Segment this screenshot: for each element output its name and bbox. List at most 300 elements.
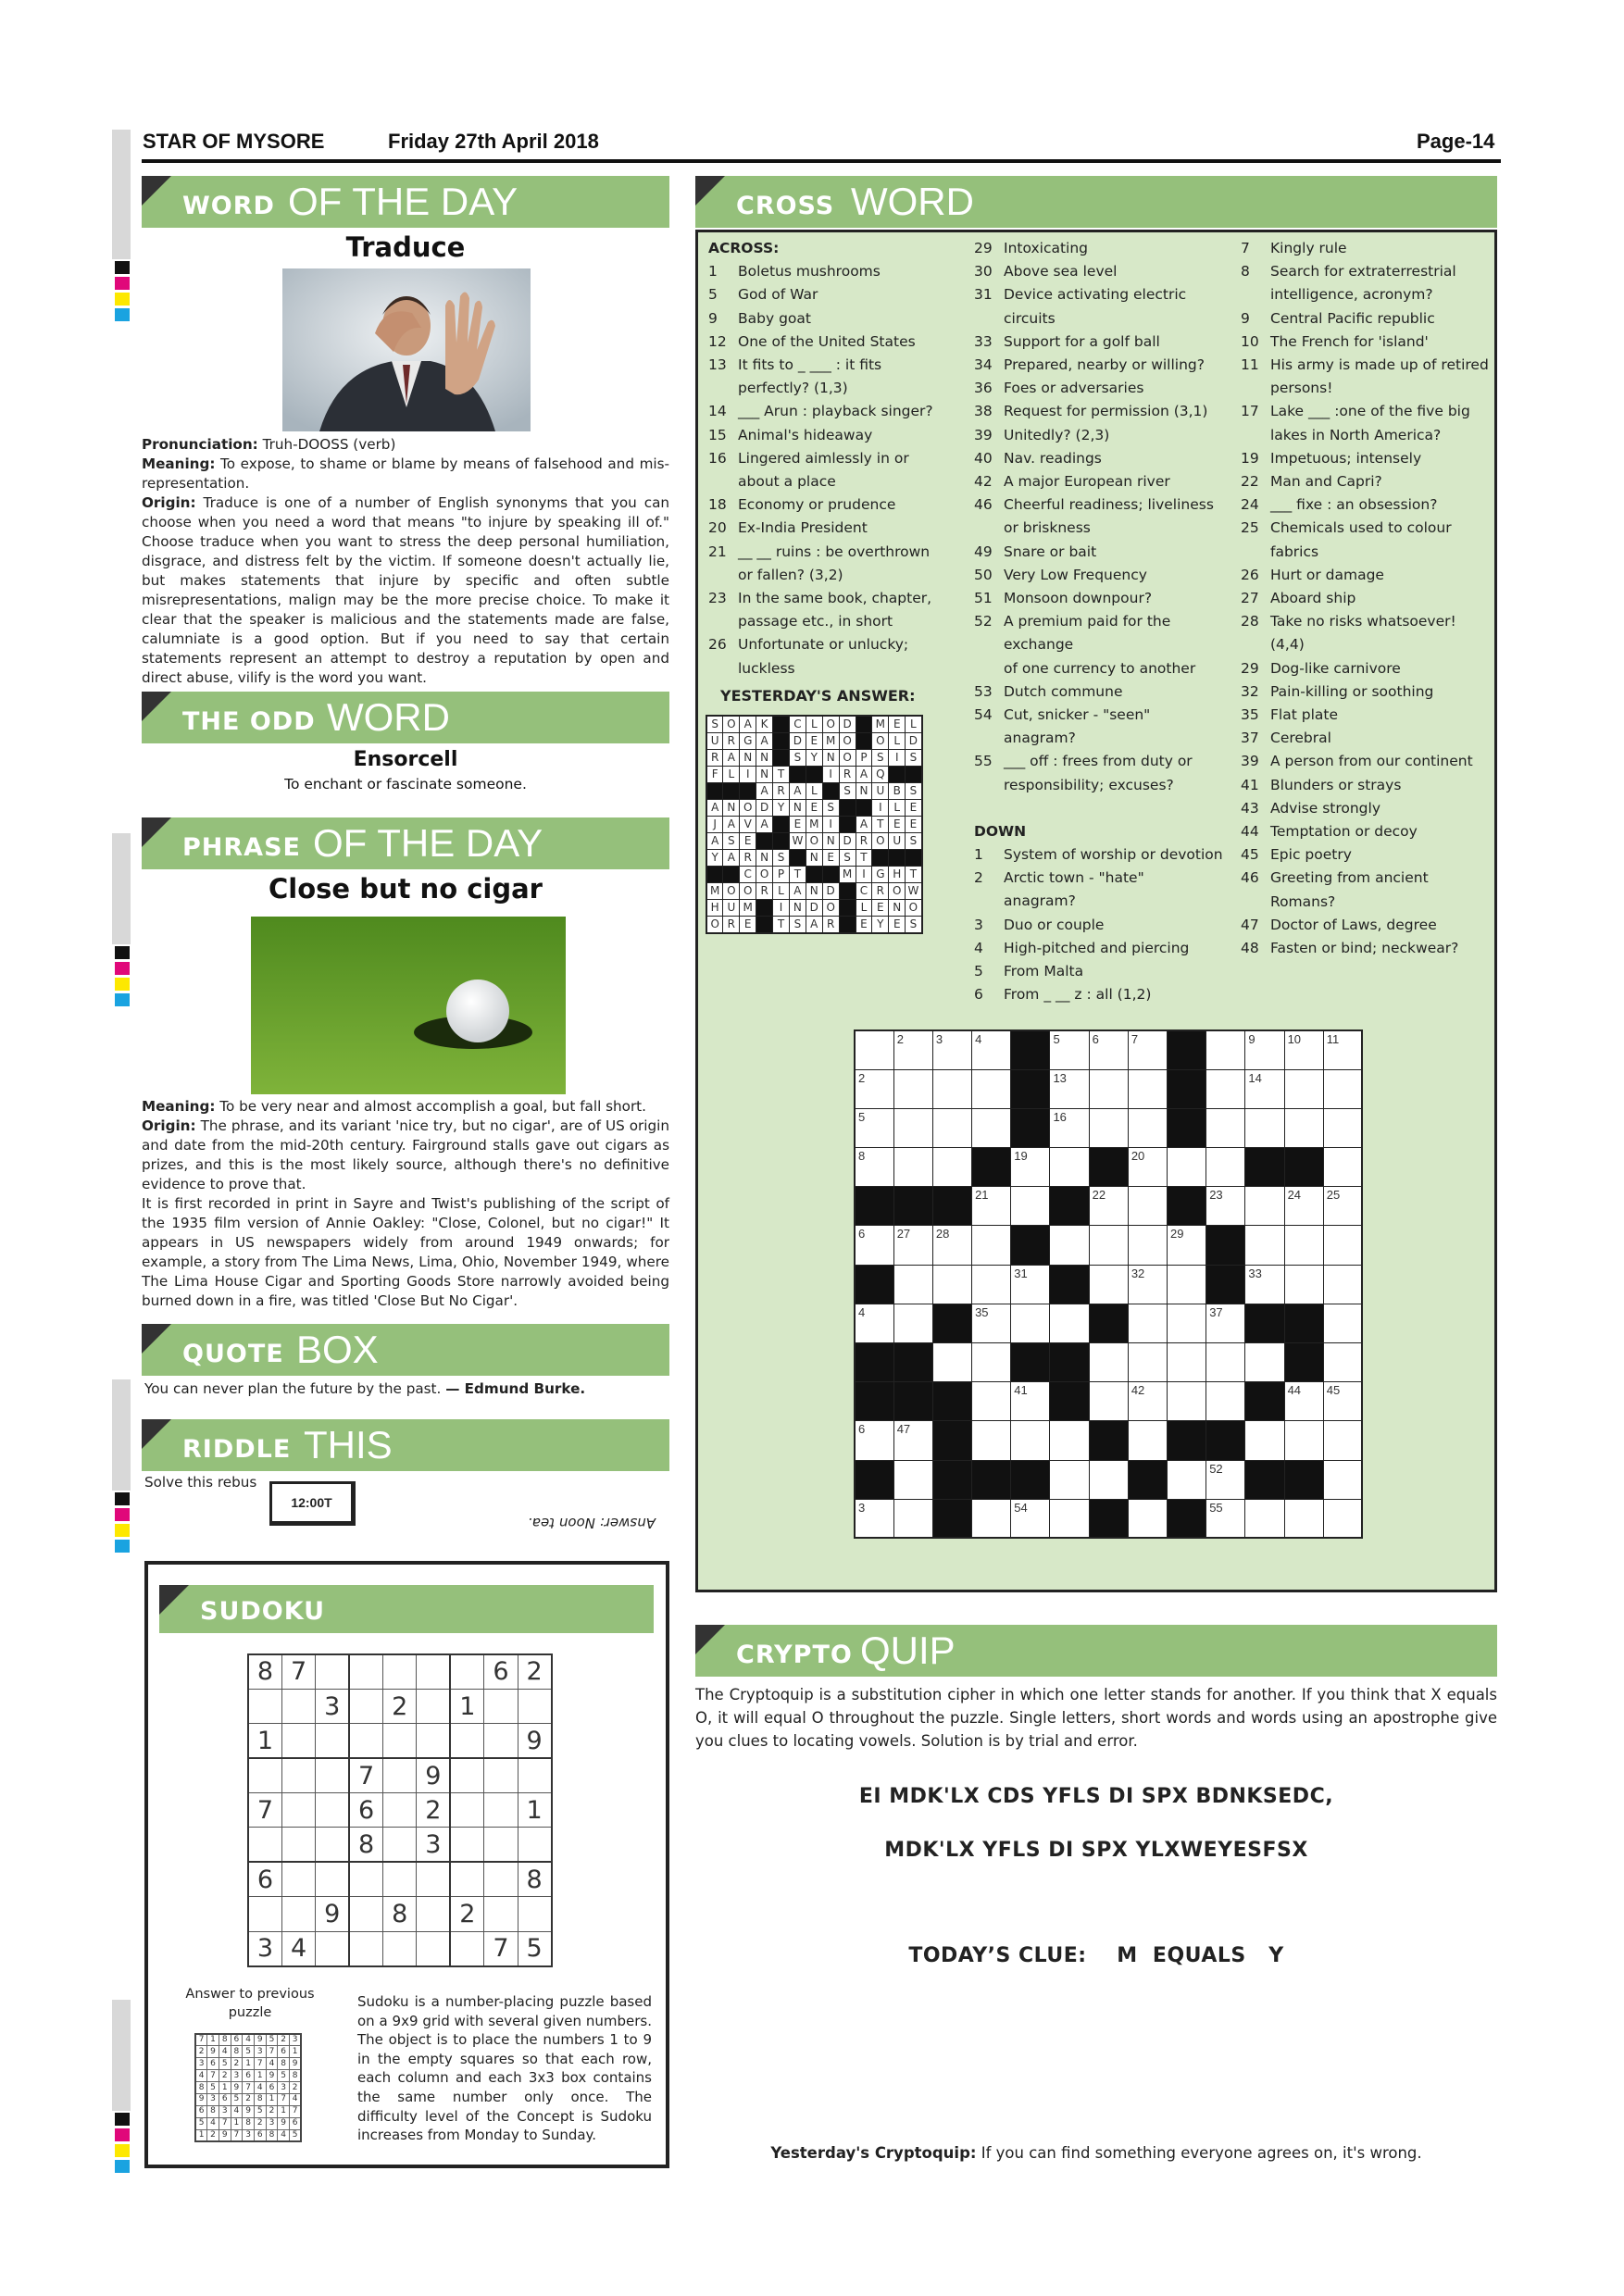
sudoku-cell[interactable] — [383, 1828, 417, 1862]
crossword-cell[interactable] — [1323, 1499, 1362, 1538]
crossword-cell[interactable] — [972, 1187, 1011, 1226]
crossword-cell[interactable] — [1284, 1382, 1323, 1421]
answer-cell: S — [723, 833, 740, 850]
sudoku-cell[interactable]: 1 — [248, 1724, 281, 1758]
crossword-cell[interactable] — [1206, 1030, 1245, 1069]
clue-text: luckless — [738, 659, 795, 677]
crossword-cell[interactable] — [1284, 1108, 1323, 1147]
crossword-cell[interactable] — [932, 1265, 971, 1304]
answer-cell: P — [856, 750, 872, 767]
crossword-cell[interactable] — [1089, 1265, 1128, 1304]
sudoku-cell[interactable]: 2 — [450, 1897, 483, 1931]
prev-sudoku-cell: 8 — [243, 2117, 255, 2129]
crossword-cell[interactable] — [1245, 1343, 1284, 1382]
sudoku-cell[interactable] — [316, 1828, 349, 1862]
prev-sudoku-cell: 7 — [207, 2070, 219, 2082]
sudoku-cell[interactable] — [281, 1862, 315, 1896]
sudoku-cell[interactable] — [248, 1689, 281, 1723]
crossword-cell[interactable] — [972, 1421, 1011, 1460]
crossword-cell[interactable] — [855, 1148, 893, 1187]
crossword-cell[interactable] — [1323, 1460, 1362, 1499]
crossword-cell[interactable] — [855, 1108, 893, 1147]
crossword-cell[interactable] — [855, 1030, 893, 1069]
crossword-cell[interactable] — [1206, 1069, 1245, 1108]
crossword-cell[interactable] — [1206, 1187, 1245, 1226]
sudoku-cell[interactable]: 3 — [417, 1828, 450, 1862]
sudoku-cell[interactable] — [450, 1724, 483, 1758]
sudoku-cell[interactable] — [450, 1758, 483, 1792]
clue-item — [1241, 260, 1495, 283]
crossword-cell[interactable] — [1284, 1499, 1323, 1538]
sudoku-cell[interactable] — [484, 1758, 518, 1792]
crossword-cell[interactable] — [893, 1030, 932, 1069]
crossword-cell[interactable] — [1089, 1069, 1128, 1108]
crossword-cell[interactable] — [893, 1069, 932, 1108]
crossword-cell[interactable] — [972, 1499, 1011, 1538]
sudoku-cell[interactable]: 9 — [518, 1724, 551, 1758]
crossword-cell[interactable] — [1128, 1226, 1167, 1265]
prev-sudoku-cell: 3 — [266, 2117, 278, 2129]
crossword-cell[interactable] — [1011, 1421, 1050, 1460]
answer-cell: I — [856, 867, 872, 883]
prev-sudoku-cell: 8 — [254, 2093, 266, 2105]
crossword-cell[interactable] — [932, 1343, 971, 1382]
clue-text: Cut, snicker - "seen" anagram? — [1004, 706, 1151, 747]
sudoku-cell[interactable] — [316, 1862, 349, 1896]
cell-number: 9 — [1248, 1032, 1255, 1046]
prev-sudoku-cell: 1 — [254, 2070, 266, 2082]
sudoku-cell[interactable] — [450, 1654, 483, 1689]
clue-item — [1241, 331, 1495, 354]
answer-cell: A — [740, 716, 756, 733]
crossword-cell[interactable] — [1206, 1304, 1245, 1342]
sudoku-cell[interactable]: 8 — [349, 1828, 382, 1862]
clue-number: 36 — [974, 380, 993, 397]
crossword-cell[interactable] — [855, 1304, 893, 1342]
across-label: ACROSS: — [708, 240, 780, 256]
cell-number: 5 — [1053, 1032, 1060, 1046]
crossword-cell[interactable] — [1011, 1382, 1050, 1421]
crossword-cell[interactable] — [1050, 1226, 1089, 1265]
sudoku-cell[interactable] — [383, 1758, 417, 1792]
sudoku-cell[interactable]: 1 — [518, 1793, 551, 1828]
crossword-cell[interactable] — [1245, 1226, 1284, 1265]
pronunciation-label: Pronunciation: — [142, 436, 258, 453]
crossword-cell[interactable] — [1284, 1069, 1323, 1108]
crossword-cell[interactable] — [1284, 1187, 1323, 1226]
cell-number: 14 — [1248, 1070, 1262, 1085]
crossword-cell[interactable] — [1206, 1460, 1245, 1499]
crossword-cell[interactable] — [1011, 1265, 1050, 1304]
sudoku-cell[interactable]: 8 — [248, 1654, 281, 1689]
clue-number: 55 — [974, 753, 993, 770]
clue-text: Ex-India President — [738, 519, 868, 537]
crossword-cell[interactable] — [1011, 1148, 1050, 1187]
sudoku-cell[interactable] — [450, 1793, 483, 1828]
clue-item — [974, 867, 1224, 890]
sudoku-cell[interactable] — [316, 1724, 349, 1758]
crossword-cell[interactable] — [1323, 1304, 1362, 1342]
sudoku-cell[interactable]: 8 — [518, 1862, 551, 1896]
crossword-cell[interactable] — [1284, 1226, 1323, 1265]
crossword-cell[interactable] — [893, 1421, 932, 1460]
prev-sudoku-cell: 5 — [254, 2105, 266, 2117]
crossword-cell[interactable] — [1050, 1108, 1089, 1147]
crossword-cell[interactable] — [1128, 1030, 1167, 1069]
banner-small-text: SUDOKU — [200, 1597, 326, 1626]
crossword-cell[interactable] — [1206, 1499, 1245, 1538]
sudoku-cell[interactable] — [417, 1862, 450, 1896]
crossword-cell[interactable] — [1089, 1030, 1128, 1069]
sudoku-cell[interactable] — [383, 1654, 417, 1689]
sudoku-cell[interactable] — [417, 1931, 450, 1965]
crossword-cell[interactable] — [1128, 1187, 1167, 1226]
sudoku-cell[interactable]: 7 — [484, 1931, 518, 1965]
sudoku-cell[interactable]: 5 — [518, 1931, 551, 1965]
sudoku-cell[interactable] — [450, 1828, 483, 1862]
crossword-cell[interactable] — [1050, 1421, 1089, 1460]
crossword-cell[interactable] — [1323, 1108, 1362, 1147]
clue-text: Dutch commune — [1004, 682, 1123, 700]
crossword-cell[interactable] — [1168, 1382, 1206, 1421]
crossword-cell[interactable] — [1168, 1343, 1206, 1382]
crossword-cell[interactable] — [972, 1343, 1011, 1382]
crossword-cell[interactable] — [1323, 1382, 1362, 1421]
sudoku-cell[interactable] — [316, 1931, 349, 1965]
crossword-cell[interactable] — [893, 1304, 932, 1342]
crossword-cell[interactable] — [932, 1108, 971, 1147]
sudoku-cell[interactable]: 2 — [417, 1793, 450, 1828]
sudoku-cell[interactable] — [383, 1724, 417, 1758]
crossword-cell[interactable] — [893, 1460, 932, 1499]
black-cell — [1206, 1226, 1245, 1265]
sudoku-cell[interactable] — [417, 1689, 450, 1723]
crossword-cell[interactable] — [1050, 1499, 1089, 1538]
cell-number: 6 — [1092, 1032, 1099, 1046]
prev-sudoku-cell: 7 — [278, 2093, 290, 2105]
sudoku-cell[interactable] — [349, 1724, 382, 1758]
sudoku-cell[interactable]: 9 — [417, 1758, 450, 1792]
crossword-cell[interactable] — [1050, 1304, 1089, 1342]
sudoku-cell[interactable]: 6 — [484, 1654, 518, 1689]
black-cell — [1206, 1265, 1245, 1304]
answer-cell: O — [806, 833, 822, 850]
cell-number: 19 — [1014, 1149, 1028, 1164]
sudoku-cell[interactable] — [281, 1897, 315, 1931]
black-cell — [932, 1460, 971, 1499]
crossword-cell[interactable] — [893, 1148, 932, 1187]
clue-number: 17 — [1241, 403, 1259, 420]
crossword-cell[interactable] — [1011, 1499, 1050, 1538]
sudoku-cell[interactable]: 3 — [248, 1931, 281, 1965]
sudoku-cell[interactable] — [349, 1689, 382, 1723]
clue-text: Nav. readings — [1004, 449, 1102, 467]
crossword-cell[interactable] — [1050, 1030, 1089, 1069]
sudoku-cell[interactable] — [484, 1897, 518, 1931]
black-cell — [1245, 1382, 1284, 1421]
black-cell — [972, 1148, 1011, 1187]
sudoku-cell[interactable]: 1 — [450, 1689, 483, 1723]
crossword-cell[interactable] — [972, 1304, 1011, 1342]
crossword-cell[interactable] — [1128, 1304, 1167, 1342]
crossword-cell[interactable] — [893, 1265, 932, 1304]
rebus-box — [269, 1481, 356, 1526]
sudoku-cell[interactable] — [484, 1828, 518, 1862]
crossword-cell[interactable] — [1284, 1030, 1323, 1069]
crossword-cell[interactable] — [972, 1382, 1011, 1421]
crossword-cell[interactable] — [972, 1069, 1011, 1108]
paper-name: STAR OF MYSORE — [143, 130, 325, 153]
clue-number: 20 — [708, 519, 727, 537]
answer-cell: N — [822, 833, 839, 850]
answer-cell: Y — [872, 917, 889, 934]
crossword-cell[interactable] — [855, 1226, 893, 1265]
crossword-cell[interactable] — [1284, 1421, 1323, 1460]
crossword-cell[interactable] — [1323, 1069, 1362, 1108]
crossword-cell[interactable] — [1168, 1304, 1206, 1342]
answer-cell: A — [756, 783, 773, 800]
sudoku-cell[interactable] — [484, 1724, 518, 1758]
sudoku-cell[interactable] — [450, 1862, 483, 1896]
crossword-cell[interactable] — [972, 1030, 1011, 1069]
answer-cell: I — [822, 767, 839, 783]
sudoku-cell[interactable] — [484, 1862, 518, 1896]
crossword-cell[interactable] — [1245, 1187, 1284, 1226]
crossword-cell[interactable] — [1323, 1265, 1362, 1304]
sudoku-cell[interactable] — [316, 1793, 349, 1828]
clue-item — [1241, 704, 1495, 727]
sudoku-cell[interactable] — [417, 1897, 450, 1931]
crossword-cell[interactable] — [972, 1226, 1011, 1265]
clue-text: lakes in North America? — [1270, 426, 1442, 443]
crossword-cell[interactable] — [932, 1069, 971, 1108]
answer-cell: N — [756, 750, 773, 767]
sudoku-cell[interactable] — [281, 1689, 315, 1723]
clue-text: Greeting from ancient — [1270, 869, 1429, 887]
crossword-cell[interactable] — [972, 1108, 1011, 1147]
black-cell — [893, 1187, 932, 1226]
answer-cell: R — [822, 917, 839, 934]
black-cell — [972, 1460, 1011, 1499]
crossword-cell[interactable] — [1323, 1421, 1362, 1460]
crossword-cell[interactable] — [1050, 1148, 1089, 1187]
clue-item — [1241, 307, 1495, 331]
crossword-cell[interactable] — [1206, 1108, 1245, 1147]
sudoku-cell[interactable] — [518, 1897, 551, 1931]
sudoku-cell[interactable]: 6 — [349, 1793, 382, 1828]
sudoku-cell[interactable] — [484, 1689, 518, 1723]
sudoku-cell[interactable] — [518, 1758, 551, 1792]
sudoku-cell[interactable] — [349, 1897, 382, 1931]
crossword-cell[interactable] — [1323, 1030, 1362, 1069]
sudoku-cell[interactable] — [349, 1931, 382, 1965]
sudoku-cell[interactable]: 7 — [281, 1654, 315, 1689]
crossword-cell[interactable] — [1128, 1265, 1167, 1304]
crossword-cell[interactable] — [1284, 1265, 1323, 1304]
crossword-cell[interactable] — [932, 1148, 971, 1187]
crossword-cell[interactable] — [1323, 1343, 1362, 1382]
crossword-cell[interactable] — [1323, 1148, 1362, 1187]
prev-sudoku-cell: 6 — [290, 2117, 302, 2129]
black-cell — [839, 917, 856, 934]
sudoku-cell[interactable] — [383, 1931, 417, 1965]
crossword-cell[interactable] — [1168, 1265, 1206, 1304]
clue-item — [708, 424, 949, 447]
crossword-cell[interactable] — [1128, 1499, 1167, 1538]
sudoku-cell[interactable] — [417, 1724, 450, 1758]
prev-sudoku-cell: 3 — [195, 2058, 207, 2070]
answer-cell: S — [839, 850, 856, 867]
clue-item — [974, 680, 1224, 704]
answer-cell: T — [789, 867, 806, 883]
crossword-cell[interactable] — [1089, 1108, 1128, 1147]
clue-text: about a place — [738, 473, 836, 491]
sudoku-cell[interactable] — [281, 1793, 315, 1828]
crossword-cell[interactable] — [1128, 1069, 1167, 1108]
sudoku-cell[interactable] — [316, 1654, 349, 1689]
cell-number: 41 — [1014, 1383, 1028, 1398]
black-cell — [1284, 1460, 1323, 1499]
clue-item — [708, 354, 949, 377]
crossword-cell[interactable] — [1206, 1148, 1245, 1187]
crossword-cell[interactable] — [1050, 1069, 1089, 1108]
sudoku-cell[interactable] — [518, 1828, 551, 1862]
cryptoquip-banner — [695, 1625, 1497, 1677]
crossword-cell[interactable] — [1089, 1382, 1128, 1421]
answer-cell: E — [856, 917, 872, 934]
sudoku-cell[interactable] — [349, 1654, 382, 1689]
crossword-cell[interactable] — [893, 1108, 932, 1147]
sudoku-cell[interactable] — [316, 1758, 349, 1792]
crossword-cell[interactable] — [972, 1265, 1011, 1304]
clue-number: 1 — [974, 846, 983, 864]
sudoku-cell[interactable]: 3 — [316, 1689, 349, 1723]
sudoku-cell[interactable] — [518, 1689, 551, 1723]
sudoku-cell[interactable] — [281, 1828, 315, 1862]
clue-text: fabrics — [1270, 543, 1319, 560]
crossword-cell[interactable] — [1168, 1460, 1206, 1499]
sudoku-cell[interactable] — [484, 1793, 518, 1828]
cell-number: 25 — [1326, 1188, 1341, 1203]
crossword-cell[interactable] — [1206, 1382, 1245, 1421]
sudoku-cell[interactable] — [248, 1758, 281, 1792]
crossword-cell[interactable] — [1323, 1226, 1362, 1265]
clue-text: or briskness — [1004, 519, 1091, 537]
crossword-cell[interactable] — [1128, 1343, 1167, 1382]
answer-cell: S — [773, 850, 790, 867]
crossword-cell[interactable] — [1128, 1382, 1167, 1421]
crossword-cell[interactable] — [932, 1226, 971, 1265]
sudoku-cell[interactable]: 4 — [281, 1931, 315, 1965]
cell-number: 52 — [1209, 1461, 1223, 1476]
crossword-cell[interactable] — [1245, 1108, 1284, 1147]
crossword-cell[interactable] — [1089, 1460, 1128, 1499]
clue-number: 21 — [708, 543, 727, 560]
crossword-cell[interactable] — [1245, 1421, 1284, 1460]
registration-mark — [115, 1524, 130, 1537]
crossword-cell[interactable] — [932, 1030, 971, 1069]
sudoku-cell[interactable] — [248, 1828, 281, 1862]
crossword-cell[interactable] — [1206, 1343, 1245, 1382]
prev-sudoku-cell: 7 — [195, 2034, 207, 2046]
crossword-cell[interactable] — [893, 1499, 932, 1538]
crossword-cell[interactable] — [1323, 1187, 1362, 1226]
crossword-cell[interactable] — [1128, 1421, 1167, 1460]
clue-number: 41 — [1241, 776, 1259, 793]
answer-cell: U — [872, 783, 889, 800]
crossword-cell[interactable] — [1245, 1069, 1284, 1108]
crossword-cell[interactable] — [855, 1499, 893, 1538]
sudoku-cell[interactable]: 9 — [316, 1897, 349, 1931]
answer-cell: S — [906, 833, 922, 850]
crossword-cell[interactable] — [1050, 1460, 1089, 1499]
answer-cell: E — [806, 800, 822, 817]
sudoku-cell[interactable]: 8 — [383, 1897, 417, 1931]
sudoku-cell[interactable] — [281, 1758, 315, 1792]
sudoku-cell[interactable]: 6 — [248, 1862, 281, 1896]
crossword-cell[interactable] — [1011, 1187, 1050, 1226]
prev-sudoku-cell: 3 — [219, 2105, 231, 2117]
banner-big-text: QUIP — [860, 1628, 956, 1672]
black-cell — [822, 867, 839, 883]
sudoku-cell[interactable]: 7 — [248, 1793, 281, 1828]
crossword-cell[interactable] — [1128, 1108, 1167, 1147]
answer-cell: N — [806, 850, 822, 867]
answer-cell: D — [839, 833, 856, 850]
answer-cell: M — [822, 733, 839, 750]
crossword-cell[interactable] — [1011, 1304, 1050, 1342]
sudoku-cell[interactable] — [281, 1724, 315, 1758]
answer-cell: A — [723, 750, 740, 767]
answer-cell: A — [856, 767, 872, 783]
sudoku-cell[interactable]: 2 — [518, 1654, 551, 1689]
sudoku-cell[interactable] — [383, 1862, 417, 1896]
clue-text: persons! — [1270, 380, 1333, 397]
black-cell — [1168, 1069, 1206, 1108]
odd-word-definition: To enchant or fascinate someone. — [284, 776, 527, 792]
sudoku-cell[interactable] — [417, 1654, 450, 1689]
crossword-cell[interactable] — [1168, 1148, 1206, 1187]
registration-mark — [115, 978, 130, 991]
clue-text: Impetuous; intensely — [1270, 449, 1422, 467]
sudoku-cell[interactable]: 2 — [383, 1689, 417, 1723]
clue-text: From _ __ z : all (1,2) — [1004, 986, 1152, 1004]
sudoku-cell[interactable] — [450, 1931, 483, 1965]
clue-item — [974, 354, 1224, 377]
sudoku-cell[interactable] — [383, 1793, 417, 1828]
sudoku-cell[interactable]: 7 — [349, 1758, 382, 1792]
sudoku-cell[interactable] — [248, 1897, 281, 1931]
crossword-cell[interactable] — [893, 1226, 932, 1265]
crossword-cell[interactable] — [855, 1421, 893, 1460]
sudoku-cell[interactable] — [349, 1862, 382, 1896]
crossword-cell[interactable] — [1089, 1343, 1128, 1382]
crossword-cell[interactable] — [855, 1069, 893, 1108]
crossword-cell[interactable] — [1245, 1265, 1284, 1304]
crossword-cell[interactable] — [1168, 1226, 1206, 1265]
clue-number: 39 — [974, 426, 993, 443]
word-of-day-word: Traduce — [345, 231, 466, 263]
crossword-cell[interactable] — [1089, 1187, 1128, 1226]
crossword-cell[interactable] — [1128, 1148, 1167, 1187]
crossword-cell[interactable] — [1245, 1030, 1284, 1069]
crossword-cell[interactable] — [1089, 1226, 1128, 1265]
crossword-cell[interactable] — [1245, 1499, 1284, 1538]
answer-cell: N — [789, 900, 806, 917]
clue-text: Blunders or strays — [1270, 776, 1402, 793]
answer-cell: O — [889, 883, 906, 900]
prev-sudoku-cell: 6 — [207, 2058, 219, 2070]
